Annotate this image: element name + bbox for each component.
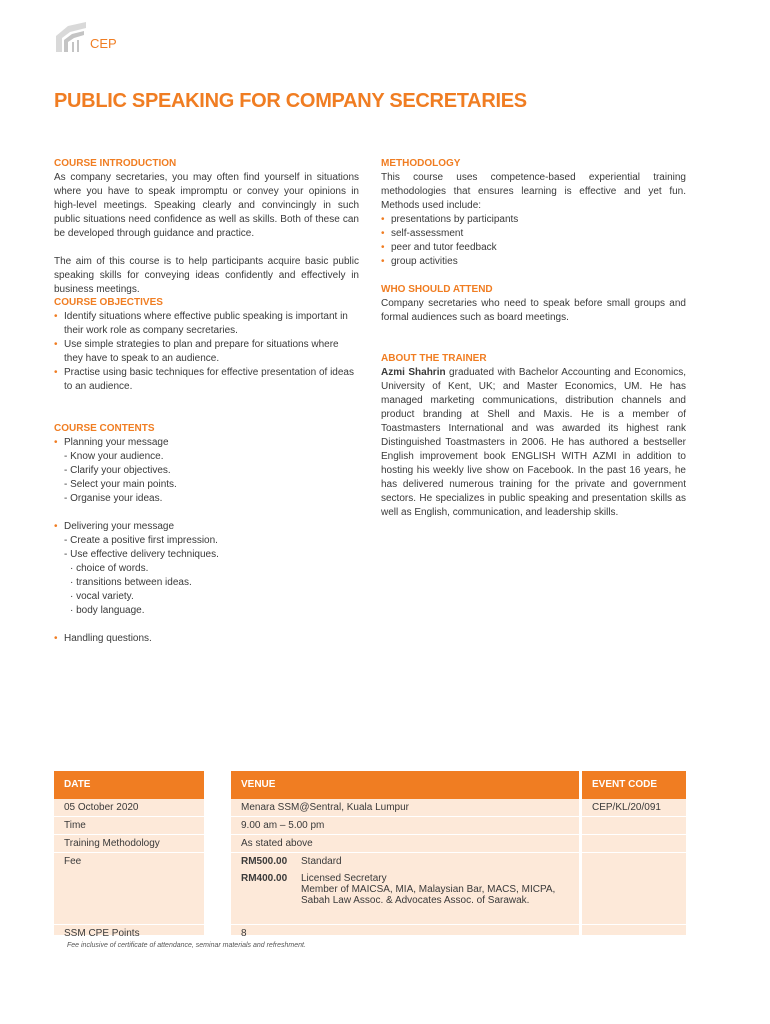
list-item: • presentations by participants bbox=[381, 213, 686, 227]
methodology-value: As stated above bbox=[231, 835, 579, 853]
intro-paragraph-2: The aim of this course is to help participants acquire basic public speaking skills for conveying ideas confidently and effectively in business meetings. bbox=[54, 256, 359, 295]
venue-column bbox=[231, 771, 579, 939]
cep-logo-icon bbox=[54, 20, 88, 54]
list-item: • Practise using basic techniques for effective presentation of ideas to an audience. bbox=[54, 366, 359, 394]
date-header: DATE bbox=[54, 771, 204, 799]
event-code-header: EVENT CODE bbox=[582, 771, 686, 799]
fee-footnote: Fee inclusive of certificate of attendance, seminar materials and refreshment. bbox=[67, 942, 306, 949]
fee-amount: RM500.00 bbox=[241, 856, 288, 867]
list-item: • group activities bbox=[381, 255, 686, 269]
sub-item: - Organise your ideas. bbox=[64, 493, 163, 504]
section-heading: METHODOLOGY bbox=[381, 158, 461, 169]
sub-sub-item: · body language. bbox=[70, 605, 145, 616]
methodology-label: Training Methodology bbox=[54, 835, 204, 853]
fee-description-line: Sabah Law Assoc. & Advocates Assoc. of Sarawak. bbox=[301, 895, 530, 906]
event-code-column bbox=[582, 771, 686, 935]
brand-label: CEP bbox=[90, 36, 117, 51]
section-heading: WHO SHOULD ATTEND bbox=[381, 284, 493, 295]
time-label: Time bbox=[54, 817, 204, 835]
course-objectives-section bbox=[54, 296, 359, 394]
trainer-name: Azmi Shahrin bbox=[381, 367, 446, 378]
date-value: 05 October 2020 bbox=[54, 799, 204, 817]
fee-description bbox=[301, 873, 555, 906]
fee-description-line: Licensed Secretary bbox=[301, 873, 387, 884]
section-heading: COURSE INTRODUCTION bbox=[54, 158, 177, 169]
empty-cell bbox=[582, 817, 686, 835]
methodology-section bbox=[381, 157, 686, 269]
fee-row-licensed bbox=[231, 870, 579, 909]
who-should-attend-section bbox=[381, 283, 686, 325]
event-code-value: CEP/KL/20/091 bbox=[582, 799, 686, 817]
sub-item: - Create a positive first impression. bbox=[64, 535, 218, 546]
fee-label: Fee bbox=[54, 853, 204, 925]
sub-item: - Know your audience. bbox=[64, 451, 164, 462]
sub-sub-item: · transitions between ideas. bbox=[70, 577, 192, 588]
list-item: • Identify situations where effective public speaking is important in their work role as company secretaries. bbox=[54, 310, 359, 338]
venue-header: VENUE bbox=[231, 771, 579, 799]
trainer-bio bbox=[381, 366, 686, 520]
about-trainer-section bbox=[381, 352, 686, 520]
section-heading: COURSE CONTENTS bbox=[54, 423, 155, 434]
list-item bbox=[54, 520, 359, 534]
fee-row-standard bbox=[231, 853, 579, 870]
label-column bbox=[54, 771, 204, 939]
fee-description-line: Member of MAICSA, MIA, Malaysian Bar, MACS, MICPA, bbox=[301, 884, 556, 895]
sub-item: - Select your main points. bbox=[64, 479, 177, 490]
venue-value: Menara SSM@Sentral, Kuala Lumpur bbox=[231, 799, 579, 817]
item-title: Delivering your message bbox=[64, 521, 175, 532]
list-item: • self-assessment bbox=[381, 227, 686, 241]
item-title: Planning your message bbox=[64, 437, 169, 448]
sub-sub-item: · vocal variety. bbox=[70, 591, 134, 602]
section-heading: COURSE OBJECTIVES bbox=[54, 297, 163, 308]
fee-values bbox=[231, 853, 579, 925]
fee-amount: RM400.00 bbox=[241, 873, 288, 884]
empty-cell bbox=[582, 853, 686, 925]
list-item bbox=[54, 436, 359, 450]
list-item: • Use simple strategies to plan and prepare for situations where they have to speak to an audience. bbox=[54, 338, 359, 366]
course-introduction-section bbox=[54, 157, 359, 297]
trainer-bio-text: graduated with Bachelor Accounting and Economics, University of Kent, UK; and Master Economics, UM. He has managed marketing communications, distribution channels and product branding at Shell and Maxis. He is a member of Toastmasters International and was awarded its highest rank Distinguished Toastmasters in 2006. He has authored a bestseller English improvement book ENGLISH WITH AZMI in addition to hosting his weekly live show on Facebook. In the past 16 years, he has delivered numerous training for the private and government sectors. He specializes in public speaking and presentation skills as well as English, communication, and leadership skills. bbox=[381, 367, 686, 518]
intro-paragraph-1: As company secretaries, you may often find yourself in situations where you have to speak impromptu or convey your opinions in high-level meetings. Speaking clearly and convincingly in such public situations need confidence as well as skills. Both of these can be developed through guidance and practice. bbox=[54, 172, 359, 239]
course-contents-section bbox=[54, 422, 359, 646]
cpe-label: SSM CPE Points bbox=[64, 928, 140, 939]
section-heading: ABOUT THE TRAINER bbox=[381, 353, 487, 364]
sub-sub-item: · choice of words. bbox=[70, 563, 149, 574]
list-item: • peer and tutor feedback bbox=[381, 241, 686, 255]
empty-cell bbox=[582, 835, 686, 853]
event-details-table bbox=[54, 771, 686, 939]
list-item: • Handling questions. bbox=[54, 632, 359, 646]
sub-item: - Use effective delivery techniques. bbox=[64, 549, 219, 560]
sub-item: - Clarify your objectives. bbox=[64, 465, 171, 476]
methodology-text: This course uses competence-based experiential training methodologies that ensures learning is effective and yet fun. Methods used include: bbox=[381, 172, 686, 211]
cpe-value: 8 bbox=[241, 928, 247, 939]
time-value: 9.00 am – 5.00 pm bbox=[231, 817, 579, 835]
fee-description: Standard bbox=[301, 856, 342, 867]
attendance-text: Company secretaries who need to speak before small groups and formal audiences such as board meetings. bbox=[381, 298, 686, 323]
page-title: PUBLIC SPEAKING FOR COMPANY SECRETARIES bbox=[54, 90, 527, 112]
